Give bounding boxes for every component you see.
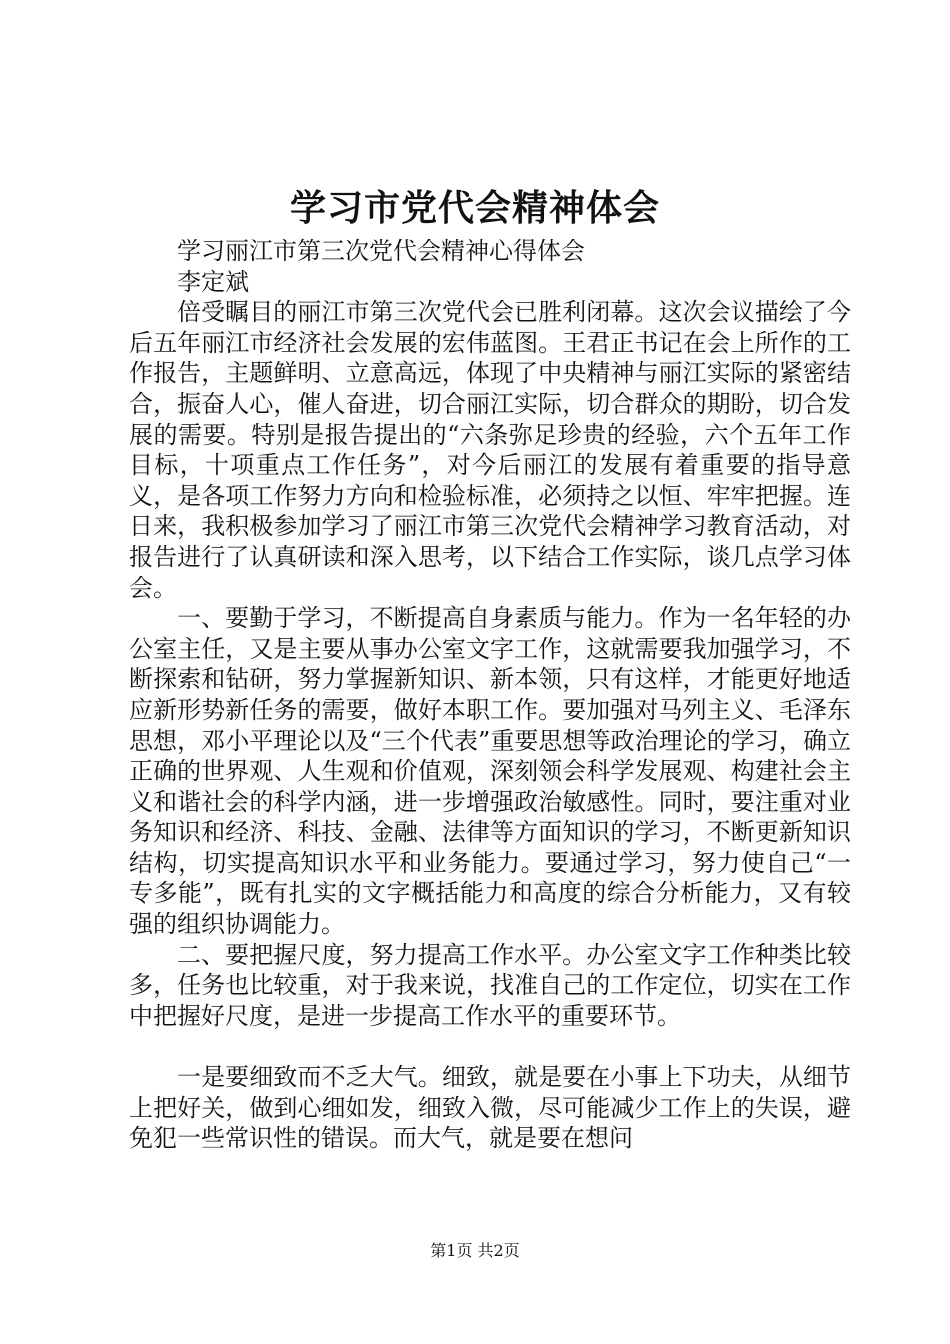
paragraph-point-two: 二、要把握尺度，努力提高工作水平。办公室文字工作种类比较多，任务也比较重，对于我来说，找准自己的工作定位，切实在工作中把握好尺度，是进一步提高工作水平的重要环节。: [129, 940, 851, 1030]
paragraph-intro: 倍受瞩目的丽江市第三次党代会已胜利闭幕。这次会议描绘了今后五年丽江市经济社会发展的宏伟蓝图。王君正书记在会上所作的工作报告，主题鲜明、立意高远，体现了中央精神与丽江实际的紧密结合，振奋人心，催人奋进，切合丽江实际，切合群众的期盼，切合发展的需要。特别是报告提出的“六条弥足珍贵的经验，六个五年工作目标，十项重点工作任务”，对今后丽江的发展有着重要的指导意义，是各项工作努力方向和检验标准，必须持之以恒、牢牢把握。连日来，我积极参加学习了丽江市第三次党代会精神学习教育活动，对报告进行了认真研读和深入思考，以下结合工作实际，谈几点学习体会。: [129, 298, 851, 602]
paragraph-point-one: 一、要勤于学习，不断提高自身素质与能力。作为一名年轻的办公室主任，又是主要从事办公室文字工作，这就需要我加强学习，不断探索和钻研，努力掌握新知识、新本领，只有这样，才能更好地适应新形势新任务的需要，做好本职工作。要加强对马列主义、毛泽东思想，邓小平理论以及“三个代表”重要思想等政治理论的学习，确立正确的世界观、人生观和价值观，深刻领会科学发展观、构建社会主义和谐社会的科学内涵，进一步增强政治敏感性。同时，要注重对业务知识和经济、科技、金融、法律等方面知识的学习，不断更新知识结构，切实提高知识水平和业务能力。要通过学习，努力使自己“一专多能”，既有扎实的文字概括能力和高度的综合分析能力，又有较强的组织协调能力。: [129, 604, 851, 939]
document-title: 学习市党代会精神体会: [289, 188, 660, 229]
document-body: [129, 236, 851, 1154]
page-number: 第1页 共2页: [430, 1241, 520, 1260]
subtitle: 学习丽江市第三次党代会精神心得体会: [177, 237, 585, 265]
paragraph-sub-point-one: 一是要细致而不乏大气。细致，就是要在小事上下功夫，从细节上把好关，做到心细如发，细致入微，尽可能减少工作上的失误，避免犯一些常识性的错误。而大气，就是要在想问: [129, 1063, 851, 1153]
author: 李定斌: [177, 267, 249, 296]
